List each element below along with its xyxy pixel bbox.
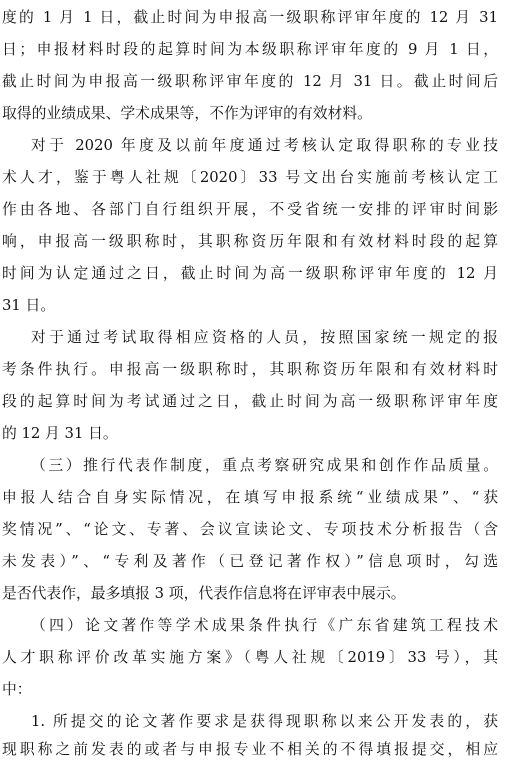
paragraph-line: 考条件执行。申报高一级职称时，其职称资历年限和有效材料时	[2, 361, 498, 378]
paragraph-line: 中：	[2, 681, 32, 698]
paragraph-line: 人才职称评价改革实施方案》（粤人社规〔2019〕33 号），其	[2, 649, 498, 666]
paragraph-line: 的 12 月 31 日。	[2, 425, 118, 442]
paragraph-line: 度的 1 月 1 日，截止时间为申报高一级职称评审年度的 12 月 31	[2, 9, 498, 26]
paragraph-line: 作由各地、各部门自行组织开展，不受省统一安排的评审时间影	[2, 201, 498, 218]
paragraph-line: 申报人结合自身实际情况，在填写申报系统“业绩成果”、“获	[2, 489, 498, 506]
paragraph-line: 未发表）”、“专利及著作（已登记著作权）”信息项时，勾选	[2, 553, 498, 570]
paragraph-line: 取得的业绩成果、学术成果等，不作为评审的有效材料。	[2, 105, 372, 122]
paragraph-line: 日；申报材料时段的起算时间为本级职称评审年度的 9 月 1 日，	[2, 41, 498, 58]
paragraph-line: 时间为认定通过之日，截止时间为高一级职称评审年度的 12 月	[2, 265, 498, 282]
paragraph-line: 奖情况”、“论文、专著、会议宣读论文、专项技术分析报告（含	[2, 521, 498, 538]
paragraph-line: 术人才，鉴于粤人社规〔2020〕33 号文出台实施前考核认定工	[2, 169, 498, 186]
section-heading-line: （三）推行代表作制度，重点考察研究成果和创作作品质量。	[31, 457, 498, 474]
paragraph-line: 截止时间为申报高一级职称评审年度的 12 月 31 日。截止时间后	[2, 73, 498, 90]
paragraph-line: 对于通过考试取得相应资格的人员，按照国家统一规定的报	[31, 329, 498, 346]
list-item-line: 1. 所提交的论文著作要求是获得现职称以来公开发表的，获	[31, 713, 498, 730]
paragraph-line: 现职称之前发表的或者与申报专业不相关的不得填报提交，相应	[2, 741, 498, 758]
paragraph-line: 是否代表作，最多填报 3 项，代表作信息将在评审表中展示。	[2, 585, 406, 602]
paragraph-line: 31 日。	[2, 297, 56, 314]
section-heading-line: （四）论文著作等学术成果条件执行《广东省建筑工程技术	[31, 617, 498, 634]
paragraph-line: 响，申报高一级职称时，其职称资历年限和有效材料时段的起算	[2, 233, 498, 250]
paragraph-line: 段的起算时间为考试通过之日，截止时间为高一级职称评审年度	[2, 393, 498, 410]
paragraph-line: 对于 2020 年度及以前年度通过考核认定取得职称的专业技	[31, 137, 498, 154]
